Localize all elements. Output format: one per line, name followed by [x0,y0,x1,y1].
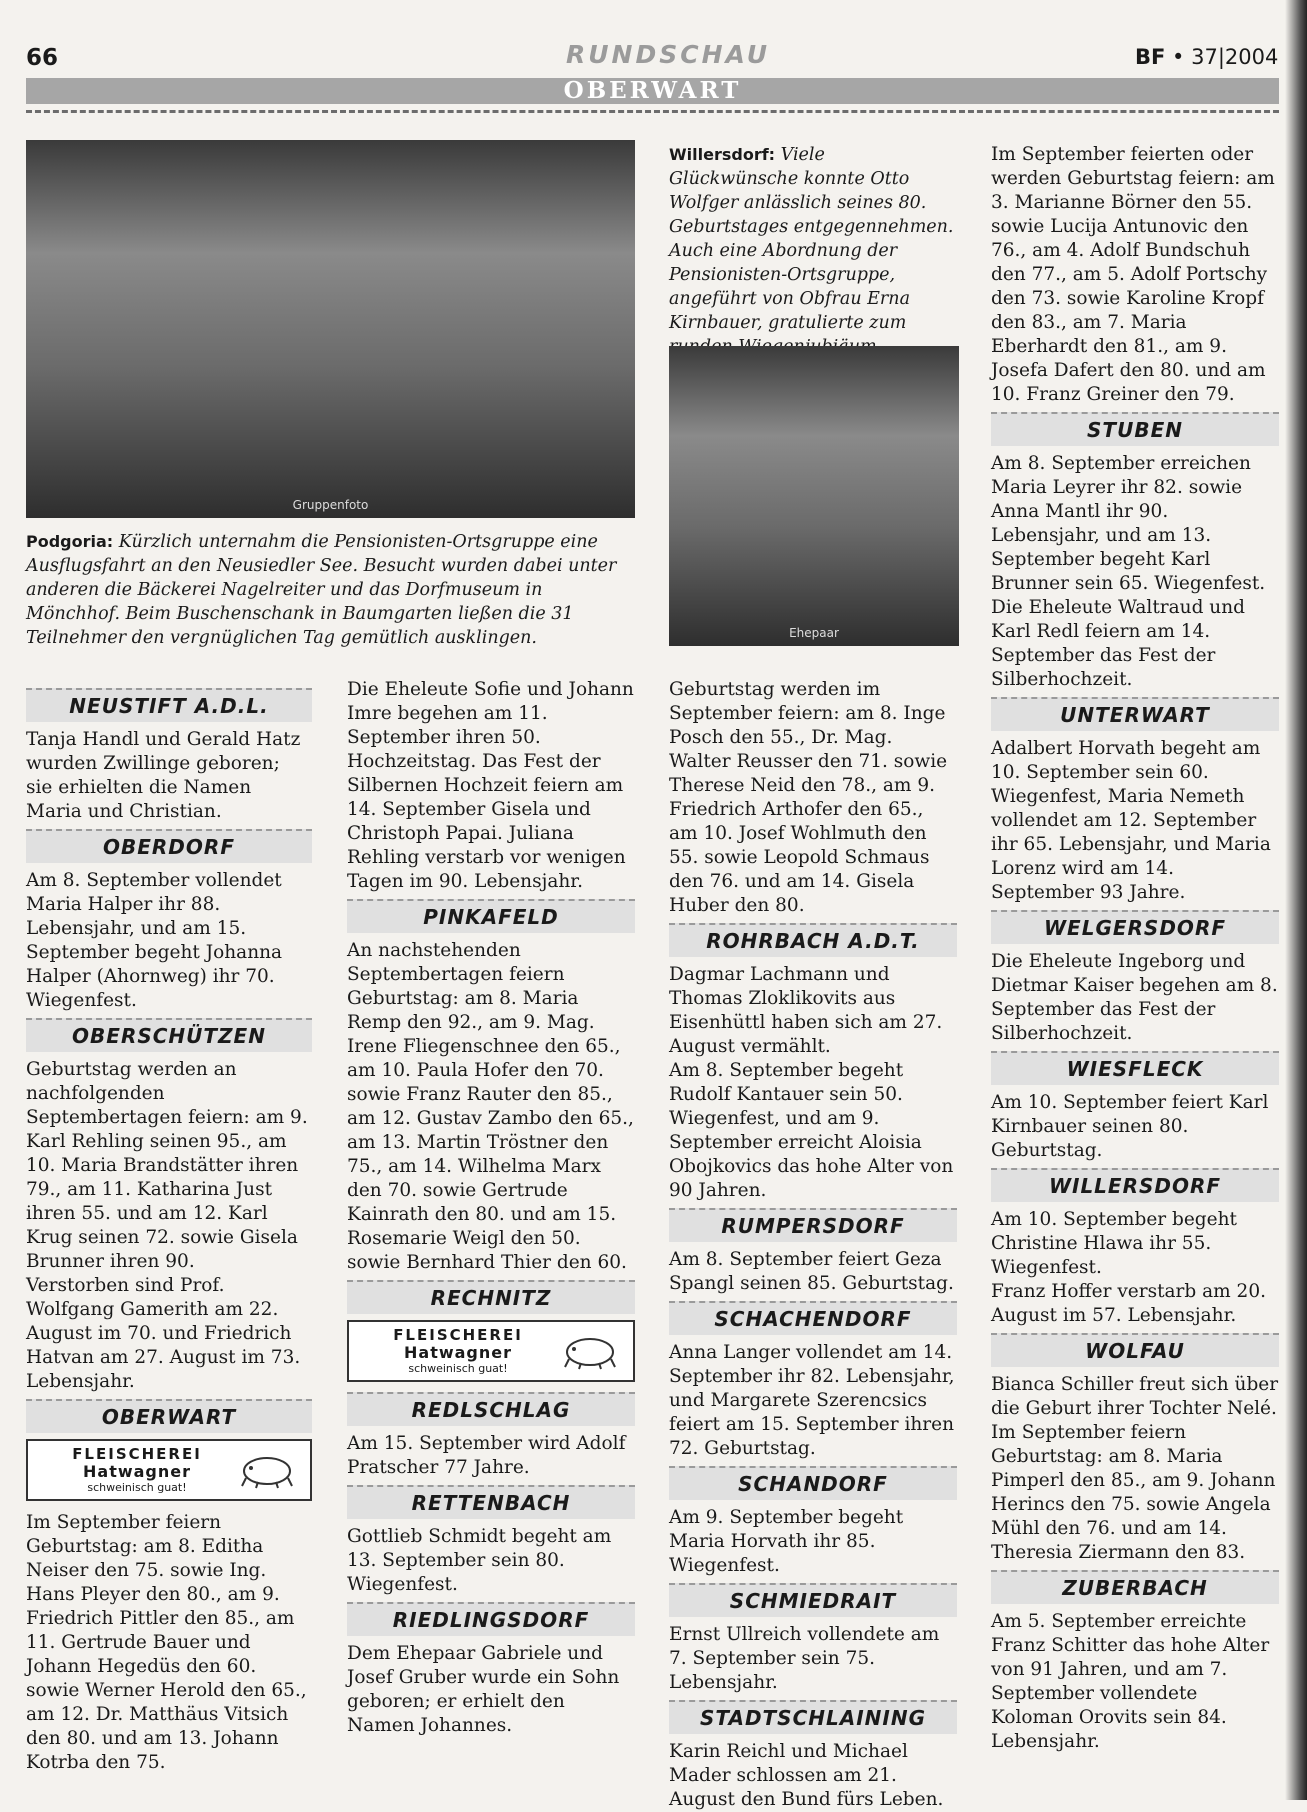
text-stuben-anniversary: Die Eheleute Waltraud und Karl Redl feiern am 14. September das Fest der Silberhochzeit. [991,597,1245,690]
column-2 [347,678,635,1738]
couple-photo-label: Ehepaar [789,626,839,640]
issue-brand: BF [1135,45,1166,69]
text-zuberbach: Am 5. September erreichte Franz Schitter das hohe Alter von 91 Jahren, und am 7. September vollendete Koloman Orovits sein 84. Lebensjahr. [991,1611,1270,1752]
section-title: RUNDSCHAU [566,40,771,69]
text-schmiedrait: Ernst Ullreich vollendete am 7. September sein 75. Lebensjahr. [669,1624,940,1693]
text-wolfau: Bianca Schiller freut sich über die Geburt ihrer Tochter Nelé. Im September feiern Geburtstag: am 8. Maria Pimperl den 85., am 9. Johann Herincs den 75. sowie Angela Mühl den 76. und am 14. Theresia Ziermann den 83. [991,1374,1279,1563]
text-schachendorf: Anna Langer vollendet am 14. September ihr 82. Lebensjahr, und Margarete Szerencsics feiert am 15. September ihren 72. Geburtstag. [669,1342,955,1459]
heading-willersdorf: WILLERSDORF [991,1168,1279,1202]
text-col3-top: Geburtstag werden im September feiern: am 8. Inge Posch den 55., Dr. Mag. Walter Reusser den 71. sowie Therese Neid den 78., am 9. Friedrich Arthofer den 65., am 10. Josef Wohlmuth den 55. sowie Leopold Schmaus den 76. und am 14. Gisela Huber den 80. [669,679,948,916]
text-rettenbach: Gottlieb Schmidt begeht am 13. September sein 80. Wiegenfest. [347,1526,612,1595]
text-col2-top: Die Eheleute Sofie und Johann Imre begehen am 11. September ihren 50. Hochzeitstag. Das Fest der Silbernen Hochzeit feiern am 14. September Gisela und Christoph Papai. Juliana Rehling verstarb vor wenigen Tagen im 90. Lebensjahr. [347,679,634,892]
heading-rohrbach: ROHRBACH A.D.T. [669,923,957,957]
issue-separator: • [1165,45,1192,69]
heading-unterwart: UNTERWART [991,697,1279,731]
text-riedlingsdorf: Dem Ehepaar Gabriele und Josef Gruber wurde ein Sohn geboren; er erhielt den Namen Johannes. [347,1643,620,1736]
ad2-slogan: schweinisch guat! [408,1362,508,1375]
column-3 [669,678,957,1812]
region-banner [26,78,1279,104]
text-willersdorf-birthday: Am 10. September begeht Christine Hlawa ihr 55. Wiegenfest. [991,1209,1237,1278]
heading-pinkafeld: PINKAFELD [347,899,635,933]
heading-rechnitz: RECHNITZ [347,1280,635,1314]
text-oberschuetzen-births: Geburtstag werden an nachfolgenden Septembertagen feiern: am 9. Karl Rehling seinen 95., am 10. Maria Brandstätter ihren 79., am 11. Katharina Just ihren 55. und am 12. Karl Krug seinen 72. sowie Gisela Brunner ihren 90. [26,1059,308,1272]
group-photo-label: Gruppenfoto [292,498,369,512]
willersdorf-place: Willersdorf: [669,145,776,164]
willersdorf-text: Viele Glückwünsche konnte Otto Wolfger anlässlich seines 80. Geburtstages entgegennehmen. Auch eine Abordnung der Pensionisten-Ortsgruppe, angeführt von Obfrau Erna Kirnbauer, gratulierte zum [669,145,954,333]
heading-oberdorf: OBERDORF [26,829,312,863]
text-col4-top: Im September feierten oder werden Geburtstag feiern: am 3. Marianne Börner den 55. sowie Lucija Antunovic den 76., am 4. Adolf Bundschuh den 77., am 5. Adolf Portschy den 73. sowie Karoline Kropf den 83., am 7. Maria Eberhardt den 81., am 9. Josefa Dafert den 80. und am 10. Franz Greiner den 79. [991,144,1275,405]
text-willersdorf-death: Franz Hoffer verstarb am 20. August im 57. Lebensjahr. [991,1281,1266,1326]
pig-icon [238,1450,296,1490]
podgoria-text: Kürzlich unternahm die Pensionisten-Ortsgruppe eine Ausflugsfahrt an den Neusiedler See. Besucht wurden dabei unter anderen die Bäckerei Nagelreiter und das Dorfmuseum in Mönchhof. Beim Buschenschank in Baumgarten ließen die 31 Teilnehmer den vergnüglichen Tag gemütlich ausklingen. [26,532,617,648]
heading-oberschuetzen: OBERSCHÜTZEN [26,1018,312,1052]
text-pinkafeld: An nachstehenden Septembertagen feiern Geburtstag: am 8. Maria Remp den 92., am 9. Mag. Irene Fliegenschnee den 65., am 10. Paula Hofer den 70. sowie Franz Rauter den 85., am 12. Gustav Zambo den 65., am 13. Martin Tröstner den 75., am 14. Wilhelma Marx den 70. sowie Gertrude Kainrath den 80. und am 15. Rosemarie Weigl den 50. sowie Bernhard Thier den 60. [347,940,634,1273]
ad-line2: Hatwagner [83,1462,191,1481]
region-banner-title: OBERWART [563,77,742,104]
heading-rumpersdorf: RUMPERSDORF [669,1208,957,1242]
heading-schachendorf: SCHACHENDORF [669,1301,957,1335]
column-1 [26,683,312,1775]
text-stadtschlaining: Karin Reichl und Michael Mader schlossen am 21. August den Bund fürs Leben. [669,1741,944,1810]
heading-schandorf: SCHANDORF [669,1466,957,1500]
heading-stadtschlaining: STADTSCHLAINING [669,1700,957,1734]
page-number: 66 [26,45,59,71]
text-rumpersdorf: Am 8. September feiert Geza Spangl seinen 85. Geburtstag. [669,1249,954,1294]
heading-neustift: NEUSTIFT A.D.L. [26,688,312,722]
pig-icon [561,1331,619,1371]
text-unterwart: Adalbert Horvath begeht am 10. September sein 60. Wiegenfest, Maria Nemeth vollendet am 12. September ihr 65. Lebensjahr, und Maria Lorenz wird am 14. September 93 Jahre. [991,738,1271,903]
text-rohrbach-wedding: Dagmar Lachmann und Thomas Zloklikovits aus Eisenhüttl haben sich am 27. August vermählt. [669,964,943,1057]
text-wiesfleck: Am 10. September feiert Karl Kirnbauer seinen 80. Geburtstag. [991,1092,1269,1161]
heading-stuben: STUBEN [991,412,1279,446]
couple-photo [669,346,959,646]
issue-number: 37|2004 [1191,45,1279,69]
heading-welgersdorf: WELGERSDORF [991,910,1279,944]
ad2-line2: Hatwagner [404,1343,512,1362]
heading-zuberbach: ZUBERBACH [991,1570,1279,1604]
heading-rettenbach: RETTENBACH [347,1485,635,1519]
heading-wolfau: WOLFAU [991,1333,1279,1367]
ad-line1: FLEISCHEREI [72,1445,202,1463]
butcher-ad-2 [347,1320,635,1382]
heading-riedlingsdorf: RIEDLINGSDORF [347,1602,635,1636]
text-redlschlag: Am 15. September wird Adolf Pratscher 77 Jahre. [347,1433,626,1478]
page-fold-shadow [1285,0,1307,1800]
text-schandorf: Am 9. September begeht Maria Horvath ihr 85. Wiegenfest. [669,1507,904,1576]
heading-wiesfleck: WIESFLECK [991,1051,1279,1085]
issue-info [1135,45,1278,69]
ad-slogan: schweinisch guat! [87,1481,187,1494]
text-oberwart: Im September feiern Geburtstag: am 8. Editha Neiser den 75. sowie Ing. Hans Pleyer den 80., am 9. Friedrich Pittler den 85., am 11. Gertrude Bauer und Johann Hegedüs den 60. sowie Werner Herold den 65., am 12. Dr. Matthäus Vitsich den 80. und am 13. Johann Kotrba den 75. [26,1512,307,1773]
butcher-ad [26,1439,312,1501]
group-photo [26,140,635,518]
heading-schmiedrait: SCHMIEDRAIT [669,1583,957,1617]
heading-redlschlag: REDLSCHLAG [347,1392,635,1426]
text-neustift: Tanja Handl und Gerald Hatz wurden Zwillinge geboren; sie erhielten die Namen Maria und Christian. [26,729,301,822]
ad2-line1: FLEISCHEREI [393,1326,523,1344]
podgoria-place: Podgoria: [26,532,114,551]
podgoria-caption [26,530,638,650]
text-oberschuetzen-deaths: Verstorben sind Prof. Wolfgang Gamerith am 22. August im 70. und Friedrich Hatvan am 27. August im 73. Lebensjahr. [26,1275,301,1392]
header-divider [26,110,1279,113]
text-oberdorf: Am 8. September vollendet Maria Halper ihr 88. Lebensjahr, und am 15. September begeht Johanna Halper (Ahornweg) ihr 70. Wiegenfest. [26,870,283,1011]
text-stuben-birthdays: Am 8. September erreichen Maria Leyrer ihr 82. sowie Anna Mantl ihr 90. Lebensjahr, und am 13. September begeht Karl Brunner sein 65. Wiegenfest. [991,453,1266,594]
text-rohrbach-birthdays: Am 8. September begeht Rudolf Kantauer sein 50. Wiegenfest, und am 9. September erreicht Aloisia Obojkovics das hohe Alter von 90 Jahren. [669,1060,954,1201]
column-4 [991,143,1279,1754]
heading-oberwart: OBERWART [26,1399,312,1433]
text-welgersdorf: Die Eheleute Ingeborg und Dietmar Kaiser begehen am 8. September das Fest der Silberhochzeit. [991,951,1278,1044]
